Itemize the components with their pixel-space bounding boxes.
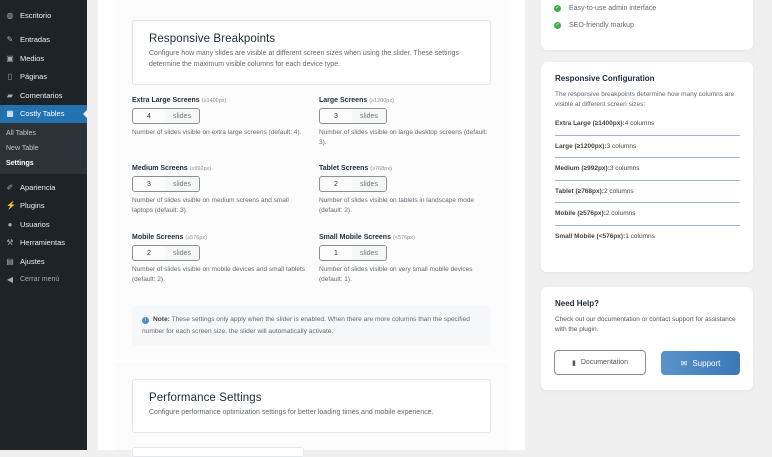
sidebar-item-comentarios[interactable]: ▰ Comentarios [6,90,63,100]
brush-icon: ✐ [6,182,14,192]
sidebar-item-apariencia[interactable]: ✐ Apariencia [6,182,56,192]
medium-field [132,165,307,216]
mobile-slides-input[interactable]: 2 slides [132,245,200,261]
page-icon: ▯ [7,72,13,82]
card-description: Check out our documentation or contact support for assistance with the plugin. [555,316,736,333]
field-label: Medium Screens (≥992px) [132,165,212,172]
plugin-icon: ⚡ [6,201,16,211]
admin-sidebar [0,0,87,450]
pin-icon: ✎ [6,35,14,45]
field-label: Mobile Screens (≥576px) [132,234,207,241]
user-icon: ● [7,219,13,229]
submenu-new-table[interactable]: New Table [6,145,39,152]
costly-tables-submenu [0,123,87,174]
extra-large-slides-input[interactable]: 4 slides [132,108,200,124]
features-card [541,0,753,50]
comment-icon: ▰ [6,90,14,100]
breakpoints-header [132,20,491,85]
field-description: Number of slides visible on extra large screens (default: 4). [132,129,302,136]
extra-large-field [132,97,307,138]
field-label: Large Screens (≥1200px) [319,97,394,104]
section-description: Configure performance optimization settings for better loading times and mobile experience. [149,409,434,416]
performance-header [132,379,491,433]
responsive-config-card [541,62,753,272]
submenu-settings[interactable]: Settings [6,160,34,167]
performance-field [132,447,304,457]
sidebar-item-medios[interactable]: ▣ Medios [6,53,45,63]
sidebar-item-ajustes[interactable]: ▤ Ajustes [6,256,45,266]
documentation-button[interactable]: ▮ Documentation [554,350,646,375]
field-description: Number of slides visible on mobile devices and small tablets (default: 2). [132,266,306,283]
book-icon: ▮ [572,359,576,367]
field-description: Number of slides visible on very small mobile devices (default: 1). [319,266,473,283]
table-icon: ▦ [6,109,14,119]
field-description: Number of slides visible on medium screens and small laptops (default: 3). [132,197,289,214]
medium-slides-input[interactable]: 3 slides [132,176,200,192]
tablet-field [319,165,494,216]
support-button[interactable]: ✉ Support [661,351,740,375]
wrench-icon: ⚒ [6,238,14,248]
envelope-icon: ✉ [680,358,688,368]
card-description: The responsive breakpoints determine how many columns are visible at different screen sizes: [555,91,735,108]
settings-icon: ▤ [6,256,14,266]
small-mobile-slides-input[interactable]: 1 slides [319,245,387,261]
field-description: Number of slides visible on large desktop screens (default: 3). [319,129,488,146]
feature-item: ✓ SEO-friendly markup [555,22,634,29]
collapse-icon: ◀ [6,275,14,285]
sidebar-item-usuarios[interactable]: ● Usuarios [7,219,50,229]
field-label: Extra Large Screens (≥1400px) [132,97,227,104]
section-description: Configure how many slides are visible at different screen sizes when using the slider. These settings determine the maximum visible columns for each device type. [149,50,459,68]
dashboard-icon: ◍ [6,10,14,20]
card-title: Need Help? [555,299,600,308]
large-field [319,97,494,148]
sidebar-item-herramientas[interactable]: ⚒ Herramientas [6,238,66,248]
submenu-all-tables[interactable]: All Tables [6,130,36,137]
sidebar-item-costly-tables[interactable]: ▦ Costly Tables [0,105,87,124]
section-title: Responsive Breakpoints [149,33,276,45]
large-slides-input[interactable]: 3 slides [319,108,387,124]
config-row: Small Mobile (<576px): 1 columns [555,233,655,241]
card-title: Responsive Configuration [555,74,655,83]
media-icon: ▣ [6,53,14,63]
config-row: Extra Large (≥1400px): 4 columns [555,113,740,136]
check-icon: ✓ [555,5,560,11]
check-icon: ✓ [555,22,560,28]
section-title: Performance Settings [149,392,262,404]
slider-note: i Note: These settings only apply when the slider is enabled. When there are more columns than the specified number for each screen size, the slider will automatically activate. [132,306,491,346]
collapse-menu-button[interactable]: ◀ Cerrar menú [6,275,60,285]
config-row: Tablet (≥768px): 2 columns [555,181,740,204]
config-row: Medium (≥992px): 3 columns [555,158,740,181]
field-label: Tablet Screens (≥768px) [319,165,392,172]
sidebar-item-entradas[interactable]: ✎ Entradas [6,35,51,45]
info-icon: i [142,317,149,324]
sidebar-item-paginas[interactable]: ▯ Páginas [7,72,48,82]
mobile-field [132,234,307,285]
sidebar-item-plugins[interactable]: ⚡ Plugins [6,201,45,211]
field-description: Number of slides visible on tablets in landscape mode (default: 2). [319,197,475,214]
small-mobile-field [319,234,494,285]
tablet-slides-input[interactable]: 2 slides [319,176,387,192]
field-label: Small Mobile Screens (<576px) [319,234,415,241]
config-row: Mobile (≥576px): 2 columns [555,203,740,226]
config-row: Large (≥1200px): 3 columns [555,136,740,159]
sidebar-item-escritorio[interactable]: ◍ Escritorio [6,10,52,20]
feature-item: ✓ Easy-to-use admin interface [555,5,657,12]
